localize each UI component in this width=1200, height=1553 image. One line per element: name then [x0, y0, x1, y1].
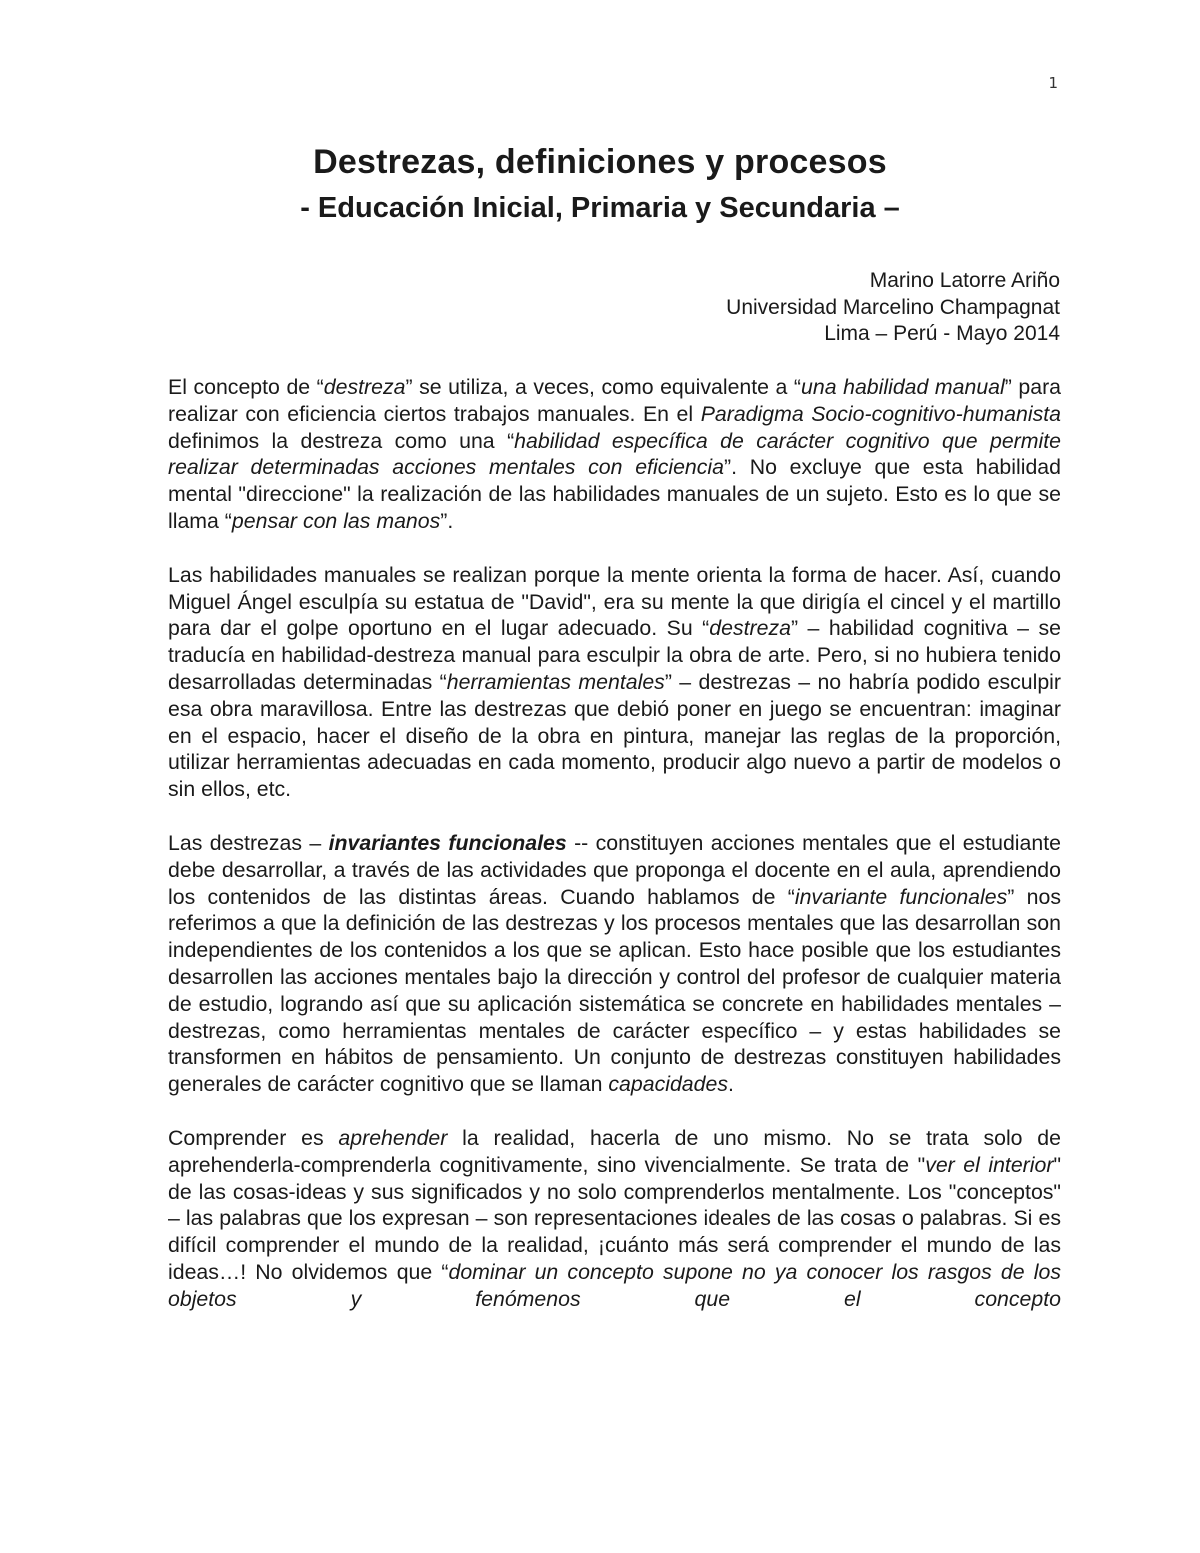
text-segment: ” nos referimos a que la definición de las destrezas y los procesos mentales que las desarrollan son independientes de los contenidos a los que se aplican. Esto hace posible que los estudiantes desarrollen las acciones mentales bajo la dirección y control del profesor de cualquier materia de estudio, logrando así que su aplicación sistemática se concrete en habilidades mentales – destrezas, como herramientas mentales de carácter específico – y estas habilidades se transformen en hábitos de pensamiento. Un conjunto de destrezas constituyen habilidades generales de carácter cognitivo que se llaman: [168, 884, 1061, 1097]
page-number: 1: [1048, 74, 1058, 92]
text-segment: destreza: [323, 375, 406, 399]
text-segment: pensar con las manos: [231, 508, 441, 533]
text-segment: ” se utiliza, a veces, como equivalente a “: [405, 375, 802, 399]
document-title: Destrezas, definiciones y procesos: [313, 143, 887, 181]
author-institution: Universidad Marcelino Champagnat: [726, 295, 1060, 319]
text-segment: invariantes funcionales: [328, 830, 567, 855]
text-segment: definimos la destreza como una “: [168, 428, 515, 453]
text-segment: ” – habilidad cognitiva – se traducía en habilidad-destreza manual para esculpir la obra de arte. Pero, si no hubiera tenido desarrolladas determinadas “: [168, 616, 1061, 694]
paragraph: [168, 830, 1061, 1098]
paragraph: [168, 374, 1061, 535]
text-segment: Las destrezas –: [168, 830, 329, 855]
text-segment: capacidades: [608, 1072, 728, 1097]
body-text: [168, 374, 1061, 1340]
text-segment: Las habilidades manuales se realizan porque la mente orienta la forma de hacer. Así, cuando Miguel Ángel esculpía su estatua de "David", era su mente la que dirigía el cincel y el martillo para dar el golpe oportuno en el lugar adecuado. Su “: [168, 562, 1061, 641]
author-block: [726, 268, 1060, 348]
text-segment: invariante funcionales: [794, 884, 1008, 909]
text-segment: Comprender es: [168, 1125, 339, 1150]
text-segment: una habilidad manual: [801, 375, 1005, 399]
text-segment: ”. No excluye que esta habilidad mental "direccione" la realización de las habilidades manuales de un sujeto. Esto es lo que se llama “: [168, 455, 1061, 533]
paragraph: [168, 1125, 1061, 1313]
author-place-date: Lima – Perú - Mayo 2014: [824, 322, 1060, 345]
text-segment: ver el interior: [925, 1152, 1054, 1177]
document-subtitle: - Educación Inicial, Primaria y Secundaria –: [300, 192, 900, 224]
text-segment: Paradigma Socio-cognitivo-humanista: [700, 401, 1061, 426]
text-segment: herramientas mentales: [446, 669, 665, 694]
text-segment: .: [728, 1072, 734, 1097]
text-segment: destreza: [709, 616, 791, 641]
text-segment: ”.: [440, 508, 454, 533]
text-segment: habilidad específica de carácter cognitivo que permite realizar determinadas acciones mentales con eficiencia: [168, 428, 1061, 480]
text-segment: la realidad, hacerla de uno mismo. No se trata solo de aprehenderla-comprenderla cognitivamente, sino vivencialmente. Se trata de ": [168, 1125, 1061, 1177]
author-name: Marino Latorre Ariño: [869, 269, 1060, 292]
paragraph: [168, 562, 1061, 803]
text-segment: aprehender: [338, 1125, 448, 1150]
text-segment: ” – destrezas – no habría podido esculpir esa obra maravillosa. Entre las destrezas que debió poner en juego se encuentran: imaginar en el espacio, hacer el diseño de la obra en pintura, manejar las reglas de la proporción, utilizar herramientas adecuadas en cada momento, producir algo nuevo a partir de modelos o sin ellos, etc.: [168, 669, 1062, 802]
text-segment: dominar un concepto supone no ya conocer los rasgos de los objetos y fenómenos que el concepto: [168, 1259, 1061, 1311]
text-segment: El concepto de “: [168, 375, 324, 399]
text-segment: " de las cosas-ideas y sus significados y no solo comprenderlos mentalmente. Los "conceptos" – las palabras que los expresan – son representaciones ideales de las cosas o palabras. Si es difícil comprender el mundo de la realidad, ¡cuánto más será comprender el mundo de las ideas…! No olvidemos que “: [168, 1152, 1061, 1284]
text-segment: ” para realizar con eficiencia ciertos trabajos manuales. En el: [168, 375, 1062, 426]
text-segment: -- constituyen acciones mentales que el estudiante debe desarrollar, a través de las actividades que proponga el docente en el aula, aprendiendo los contenidos de las distintas áreas. Cuando hablamos de “: [168, 830, 1061, 909]
